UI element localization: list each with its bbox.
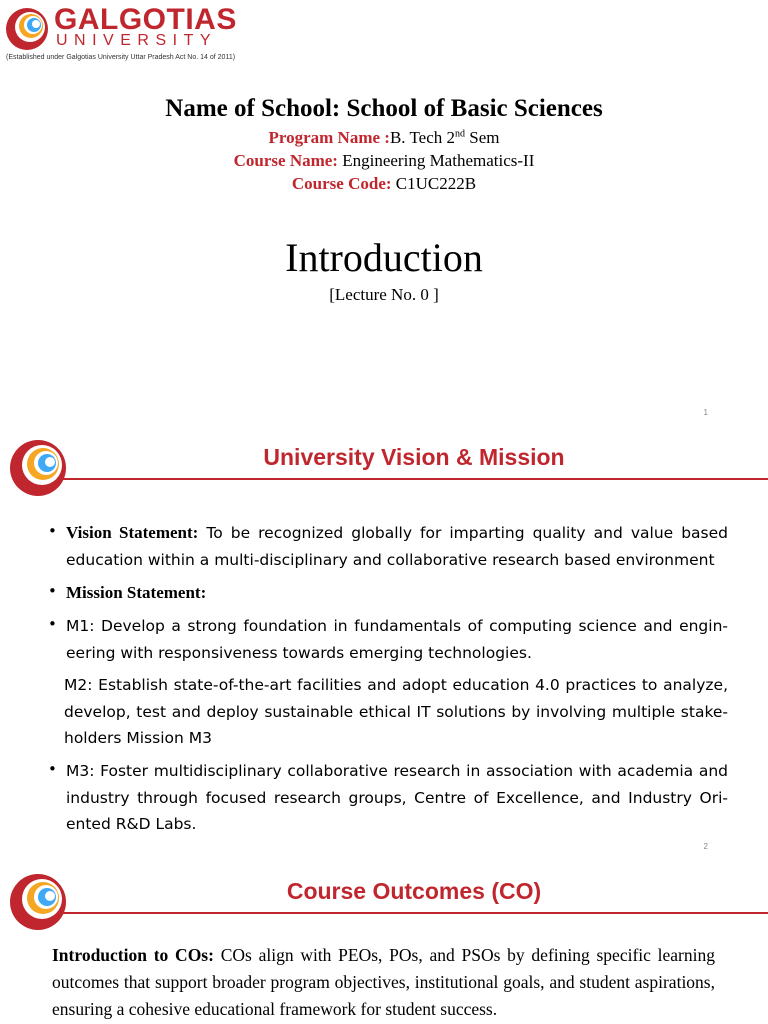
logo-subname: UNIVERSITY xyxy=(56,32,218,49)
program-line xyxy=(0,128,768,148)
co-intro-label: Introduction to COs: xyxy=(52,945,214,965)
bullet-icon: • xyxy=(48,760,57,778)
course-name-value: Engineering Mathematics-II xyxy=(337,151,535,170)
program-suffix: Sem xyxy=(465,128,500,147)
swirl-logo-icon xyxy=(4,6,50,52)
school-name: Name of School: School of Basic Sciences xyxy=(165,95,603,122)
vision-text: To be recognized globally for imparting quality and value based education within a multi-disciplinary and collaborative research based environment xyxy=(66,524,729,569)
course-code-line xyxy=(0,174,768,194)
logo-established-note: (Established under Galgotias University Uttar Pradesh Act No. 14 of 2011) xyxy=(6,54,236,61)
bullet-icon: • xyxy=(48,522,57,540)
university-logo xyxy=(4,4,244,64)
co-introduction xyxy=(52,942,715,1023)
vision-label: Vision Statement: xyxy=(66,523,199,542)
mission-m3: M3: Foster multidisciplinary collaborative research in association with academia and industry through focused research groups, Centre of Excellence, and Industry Ori-ented R&D Labs. xyxy=(66,762,728,833)
page-number: 1 xyxy=(703,408,708,417)
slide-title-text: Introduction xyxy=(285,235,483,280)
slide-course-outcomes xyxy=(0,858,768,1024)
section-divider xyxy=(60,478,768,480)
section-title: University Vision & Mission xyxy=(263,444,565,470)
section-title: Course Outcomes (CO) xyxy=(286,878,542,904)
program-value: B. Tech 2 xyxy=(389,128,456,147)
vision-statement xyxy=(66,520,728,573)
section-divider xyxy=(60,912,768,914)
logo-name: GALGOTIAS xyxy=(54,3,237,36)
program-label: Program Name : xyxy=(268,128,390,147)
page-number: 2 xyxy=(703,842,708,851)
co-intro-text: COs align with PEOs, POs, and PSOs by defining specific learning outcomes that support broader program objectives, institutional goals, and student aspirations, ensuring a cohesive educational framework for student success. xyxy=(52,945,715,1019)
bullet-icon: • xyxy=(48,615,57,633)
mission-m1: M1: Develop a strong foundation in fundamentals of computing science and engin-eering with responsiveness towards emerging technologies. xyxy=(66,617,728,662)
course-name-line xyxy=(0,151,768,171)
mission-label: Mission Statement: xyxy=(66,583,207,602)
bullet-icon: • xyxy=(48,582,57,600)
mission-m2: M2: Establish state-of-the-art facilities and adopt education 4.0 practices to analyze, develop, test and deploy sustainable ethical IT solutions by involving multiple stake-holders Mission M3 xyxy=(64,676,728,747)
course-code-value: C1UC222B xyxy=(391,174,477,193)
slide-vision-mission xyxy=(0,424,768,858)
lecture-number: [Lecture No. 0 ] xyxy=(329,285,439,304)
mission-heading xyxy=(66,580,728,607)
program-sup: nd xyxy=(455,128,466,140)
course-code-label: Course Code: xyxy=(291,174,392,193)
slide-title xyxy=(0,0,768,424)
course-name-label: Course Name: xyxy=(233,151,338,170)
